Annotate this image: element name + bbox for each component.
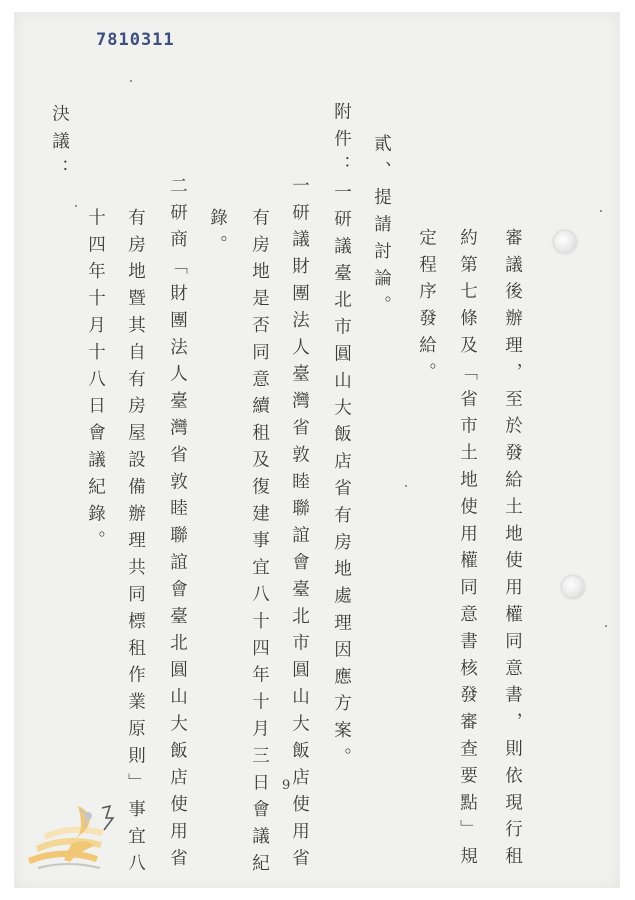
paper-speck — [405, 485, 407, 487]
attachment-line-1: 附件：一研議臺北市圓山大飯店省有房地處理因應方案。 — [331, 102, 352, 775]
attachment-line-5: 二研商「財團法人臺灣省敦睦聯誼會臺北圓山大飯店使用省 — [167, 176, 188, 876]
text-column-1: 審議後辦理，至於發給土地使用權同意書，則依現行租 — [502, 228, 523, 874]
paper-speck — [600, 210, 602, 212]
section-heading-discussion: 貳、提請討論。 — [371, 134, 392, 323]
book-page-icon — [28, 850, 98, 864]
paper-speck — [130, 80, 132, 82]
library-watermark-logo — [18, 796, 130, 886]
logo-dot-icon — [84, 812, 92, 820]
attachment-line-3: 有房地是否同意續租及復建事宜八十四年十月三日會議紀 — [249, 208, 270, 881]
paper-speck — [75, 205, 77, 207]
attachment-line-7: 十四年十月十八日會議紀錄。 — [85, 208, 106, 558]
handwritten-mark-icon — [102, 806, 113, 830]
page-number: 9 — [282, 778, 291, 793]
text-column-3: 定程序發給。 — [416, 228, 437, 390]
paper-speck — [605, 625, 607, 627]
punch-hole-bottom — [562, 576, 584, 598]
attachment-line-6: 有房地暨其自有房屋設備辦理共同標租作業原則」事宜八 — [125, 208, 146, 881]
resolution-label: 決議： — [49, 104, 70, 187]
attachment-line-2: 一研議財團法人臺灣省敦睦聯誼會臺北市圓山大飯店使用省 — [289, 176, 310, 876]
attachment-line-4: 錄。 — [207, 208, 228, 262]
text-column-2: 約第七條及「省市土地使用權同意書核發審查要點」規 — [457, 228, 478, 874]
logo-base-line-icon — [38, 864, 100, 868]
document-number: 7810311 — [96, 30, 175, 50]
punch-hole-top — [554, 231, 576, 253]
